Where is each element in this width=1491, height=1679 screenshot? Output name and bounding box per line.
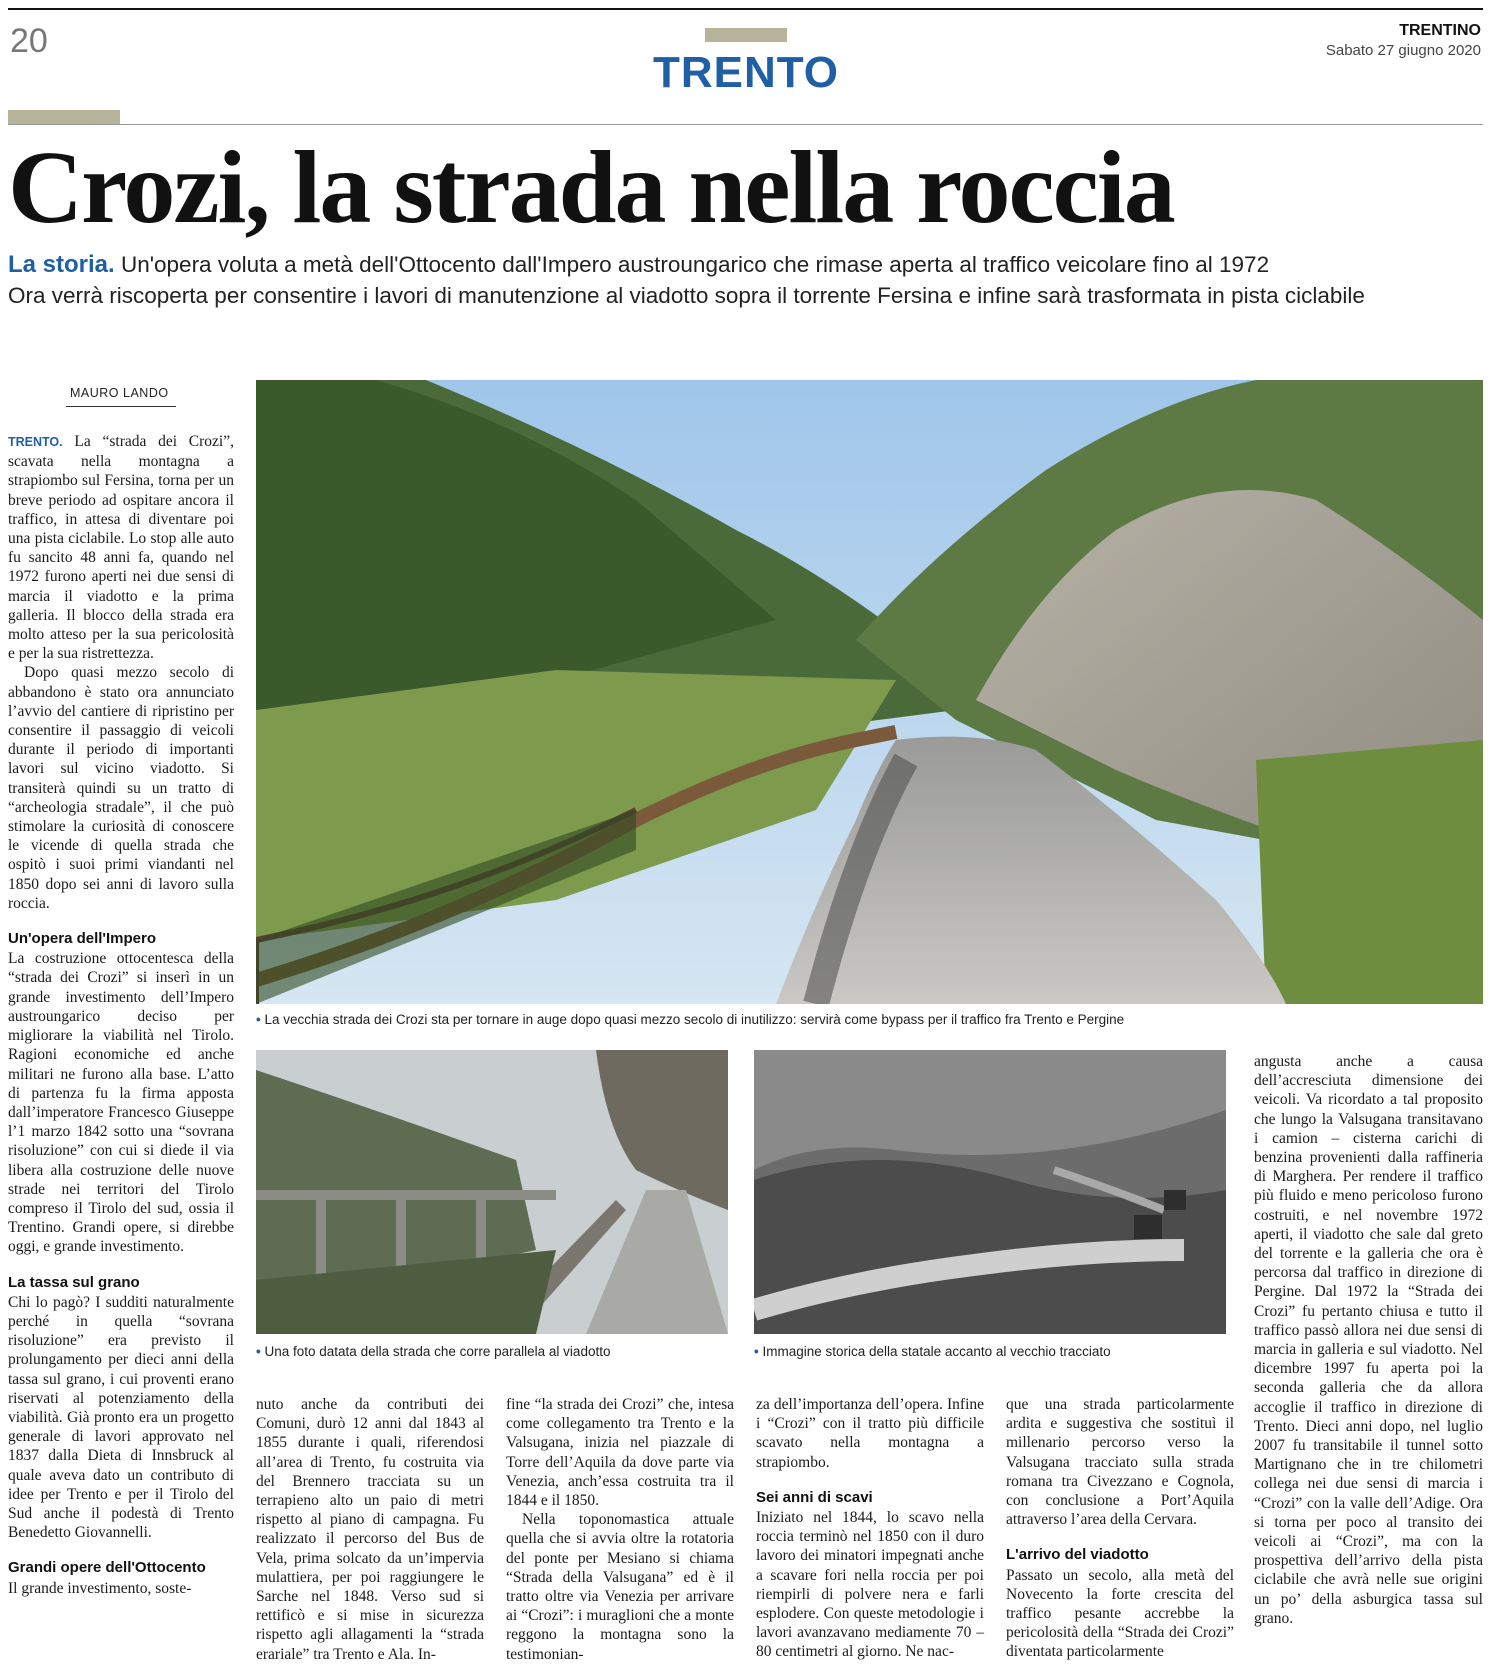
subheading: La tassa sul grano [8,1273,140,1291]
subheading: Grandi opere dell'Ottocento [8,1559,206,1577]
section-title: TRENTO [652,48,840,97]
subheading: Un'opera dell'Impero [8,930,156,948]
historic-photo [754,1050,1226,1334]
paragraph: Dopo quasi mezzo secolo di abbandono è stato ora annunciato l’avvio del cantiere di ripristino per consentire il passaggio di veicoli durante il periodo di importanti lavori sul vicino viadotto. Si transiterà quindi su un tratto di “archeologia stradale”, il che può stimolare la curiosità di conoscere le vicende di quella strada che ospitò i suoi primi viandanti nel 1850 dopo sei anni di lavoro sulla roccia. [8,664,234,912]
photo-mountain-road [256,380,1483,1004]
paragraph: Iniziato nel 1844, lo scavo nella roccia terminò nel 1850 con il duro lavoro dei minatori impegnati anche a scavare fori nella roccia per poi riempirli di polvere nera e farli esplodere. Con queste metodologie i lavori avanzavano mediamente 70 – 80 centimetri al giorno. Ne nac- [756,1509,984,1661]
paragraph: Chi lo pagò? I sudditi naturalmente perché in quella “sovrana risoluzione” era previsto il prolungamento per dieci anni della tassa sul grano, i cui proventi erano riservati al potenziamento della viabilità. Già pronto era un progetto generale di lavori approvato nel 1837 dalla Dieta di Innsbruck al quale aveva dato un contributo di idee per Trento e per il Tirolo del Sud anche il podestà di Trento Benedetto Giovannelli. [8,1293,234,1542]
top-rule [8,8,1483,10]
headline-rule [8,124,1483,125]
column-4 [756,1395,984,1662]
bullet-icon: • [754,1344,759,1359]
paragraph: nuto anche da contributi dei Comuni, durò 12 anni dal 1843 al 1855 durante i quali, riferendosi all’area di Trento, fu costruita via del Brennero tracciata su un terrapieno alto un paio di metri rispetto al piano di campagna. Fu realizzato il percorso del Bus de Vela, prima solcato da un’impervia mulattiera, per poi raggiungere le Sarche nel 1848. Verso sud si rettificò e si mise in sicurezza rispetto agli allagamenti la “strada erariale” tra Trento e Ala. In- [256,1396,484,1663]
historic-photo-caption: • Immagine storica della statale accanto al vecchio tracciato [754,1344,1111,1359]
photo-old-road-viaduct [256,1050,728,1334]
column-3 [506,1395,734,1664]
section-tag-bar [705,28,787,42]
byline: MAURO LANDO [70,386,169,400]
viaduct-photo-caption: • Una foto datata della strada che corre parallela al viadotto [256,1344,611,1359]
column-6 [1254,1052,1483,1628]
paragraph: TRENTO. La “strada dei Crozi”, scavata nella montagna a strapiombo sul Fersina, torna per un breve periodo ad ospitare ancora il traffico, in attesa di diventare poi una pista ciclabile. Lo stop alle auto fu sancito 48 anni fa, quando nel 1972 furono aperti nei due sensi di marcia il viadotto e la prima galleria. Il blocco della strada era molto atteso per la sua pericolosità e per la sua ristrettezza. [8,433,234,663]
column-1 [8,432,234,1598]
paper-info [1326,22,1481,59]
paragraph: Nella toponomastica attuale quella che si avvia oltre la rotatoria del ponte per Mesiano si chiama “Strada della Valsugana” ed è il tratto oltre via Venezia per arrivare ai “Crozi”: i muraglioni che a monte reggono la montagna sono la testimonian- [506,1511,734,1663]
headline: Crozi, la strada nella roccia [8,130,1174,245]
subheading: L'arrivo del viadotto [1006,1546,1149,1564]
paragraph: za dell’importanza dell’opera. Infine i “Crozi” con il tratto più difficile scavato nella montagna a strapiombo. [756,1396,984,1471]
paragraph: angusta anche a causa dell’accresciuta dimensione dei veicoli. Va ricordato a tal proposito che lungo la Valsugana transitavano i camion – cisterna carichi di benzina provenienti dalla raffineria di Marghera. Per rendere il traffico più fluido e meno pericoloso furono costruiti, e nel novembre 1972 aperti, il viadotto che sale dal greto del torrente e la galleria che ora è percorsa dal traffico in direzione di Pergine. Dal 1972 la “Strada dei Crozi” fu pertanto chiusa e tutto il traffico passò allora nei due sensi di marcia in galleria e sul viadotto. Nel dicembre 1997 fu aperta poi la seconda galleria che da allora accoglie il traffico in direzione di Trento. Dieci anni dopo, nel luglio 2007 fu transitabile il tunnel sotto Martignano che in tre chilometri collega nei due sensi di marcia i “Crozi” con la valle dell’Adige. Ora si torna per poco al transito dei veicoli ai “Crozi”, ma con la prospettiva dell’arrivo della pista ciclabile che avrà nelle sue origini un po’ della asburgica tassa sul grano. [1254,1053,1483,1627]
paragraph: fine “la strada dei Crozi” che, intesa come collegamento tra Trento e la Valsugana, inizia nel piazzale di Torre dell’Aquila da dove parte via Venezia, anch’essa costruita tra il 1844 e il 1850. [506,1396,734,1510]
paragraph: La costruzione ottocentesca della “strada dei Crozi” si inserì in un grande investimento dell’Impero austroungarico deciso per migliorare la viabilità nel Tirolo. Ragioni economiche ed anche militari ne furono alla base. L’atto di partenza fu la firma apposta dall’imperatore Francesco Giuseppe l’1 marzo 1842 sotto una “sovrana risoluzione” con cui si diede il via libera alla costruzione delle nuove strade nei territori del Tirolo compreso il Tirolo del sud, ossia il Trentino. Grandi opere, si direbbe oggi, e grande investimento. [8,950,234,1256]
photo-historic-statale [754,1050,1226,1334]
headline-tag-bar [8,110,120,124]
paragraph: Il grande investimento, soste- [8,1579,192,1597]
paragraph: Passato un secolo, alla metà del Novecento la forte crescita del traffico pesante accrebbe la pericolosità della “Strada dei Crozi” diventata particolarmente [1006,1566,1234,1661]
paragraph: que una strada particolarmente ardita e suggestiva che sostituì il millenario percorso verso la Valsugana tracciato sulla strada romana tra Civezzano e Cognola, con conclusione a Port’Aquila attraverso l’area della Cervara. [1006,1396,1234,1529]
paper-name: TRENTINO [1399,22,1481,39]
issue-date: Sabato 27 giugno 2020 [1325,42,1481,59]
main-photo-caption: • La vecchia strada dei Crozi sta per tornare in auge dopo quasi mezzo secolo di inutilizzo: servirà come bypass per il traffico fra Trento e Pergine [256,1012,1125,1027]
subtitle-2: Ora verrà riscoperta per consentire i lavori di manutenzione al viadotto sopra il torrente Fersina e infine sarà trasformata in pista ciclabile [8,283,1365,308]
kicker: La storia. [8,251,115,278]
page-number: 20 [10,22,48,60]
subtitle-1: Un'opera voluta a metà dell'Ottocento dall'Impero austroungarico che rimase aperta al traffico veicolare fino al 1972 [120,252,1270,277]
main-photo [256,380,1483,1004]
bullet-icon: • [256,1012,261,1027]
byline-rule [66,406,176,407]
column-2 [256,1395,484,1664]
subheading: Sei anni di scavi [756,1488,873,1506]
bullet-icon: • [256,1344,261,1359]
viaduct-photo [256,1050,728,1334]
dateline: TRENTO. [8,435,63,449]
column-5 [1006,1395,1234,1662]
subtitle-line-1 [8,250,1483,280]
